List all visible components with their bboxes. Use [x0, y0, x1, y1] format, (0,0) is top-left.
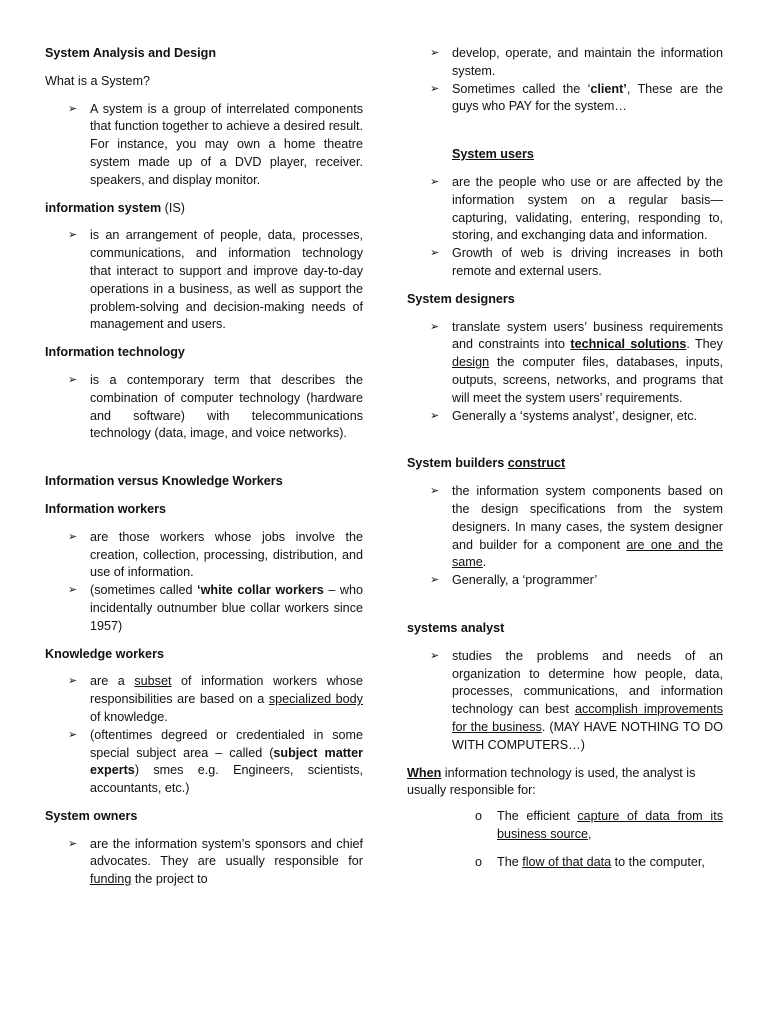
information-system-list	[45, 227, 363, 334]
list-item-continued: ➢ develop, operate, and maintain the information system.	[452, 45, 723, 81]
list-item: ➢ is a contemporary term that describes the combination of computer technology (hardware and software) with telecommunications technology (data, image, and voice networks).	[90, 372, 363, 443]
list-item: ➢ (oftentimes degreed or credentialed in some special subject area – called (subject matter experts) smes e.g. Engineers, scientists, accountants, etc.)	[90, 727, 363, 798]
list-item: ➢ are the information system’s sponsors and chief advocates. They are usually responsible for funding the project to	[90, 836, 363, 889]
list-item: ➢ studies the problems and needs of an organization to determine how people, data, processes, communications, and information technology can best accomplish improvements for the business. (MAY HAVE NOTHING TO DO WITH COMPUTERS…)	[452, 648, 723, 755]
what-is-system-question: What is a System?	[45, 73, 150, 88]
knowledge-workers-list	[45, 673, 363, 798]
information-technology-heading: Information technology	[45, 345, 185, 360]
list-item: ➢ Growth of web is driving increases in both remote and external users.	[452, 245, 723, 281]
list-item: o The efficient capture of data from its business source,	[497, 808, 723, 844]
information-workers-list	[45, 529, 363, 636]
system-users-heading: System users	[452, 147, 534, 162]
system-owners-heading: System owners	[45, 808, 138, 823]
list-item: ➢ (sometimes called ‘white collar workers – who incidentally outnumber blue collar workers since 1957)	[90, 582, 363, 635]
information-workers-heading: Information workers	[45, 501, 167, 516]
information-system-heading: information system (IS)	[45, 200, 185, 215]
system-owners-list-continued	[407, 45, 723, 116]
list-item: ➢ translate system users’ business requirements and constraints into technical solutions. They design the computer files, databases, inputs, outputs, screens, networks, and programs that will meet the system users’ requirements.	[452, 319, 723, 408]
knowledge-workers-heading: Knowledge workers	[45, 646, 164, 661]
system-builders-list	[407, 483, 723, 590]
systems-analyst-heading: systems analyst	[407, 620, 505, 635]
right-column	[407, 45, 723, 881]
system-builders-heading: System builders construct	[407, 456, 566, 471]
systems-analyst-list	[407, 648, 723, 755]
list-item: ➢ Generally a ‘systems analyst’, designer, etc.	[452, 408, 723, 426]
doc-title: System Analysis and Design	[45, 46, 217, 60]
list-item: ➢ A system is a group of interrelated components that function together to achieve a desired result. For instance, you may own a home theatre system made up of a DVD player, receiver. speakers, and display monitor.	[90, 101, 363, 190]
list-item: o The flow of that data to the computer,	[497, 854, 723, 872]
when-paragraph: When information technology is used, the analyst is usually responsible for:	[407, 765, 696, 798]
system-designers-list	[407, 319, 723, 426]
system-designers-heading: System designers	[407, 291, 515, 306]
list-item: ➢ the information system components based on the design specifications from the system designers. In many cases, the system designer and builder for a component are one and the same.	[452, 483, 723, 572]
list-item: ➢ Generally, a ‘programmer’	[452, 572, 723, 590]
list-item: ➢ are the people who use or are affected by the information system on a regular basis—capturing, validating, entering, responding to, storing, and exchanging data and information.	[452, 174, 723, 245]
system-users-list	[407, 174, 723, 281]
list-item: ➢ is an arrangement of people, data, processes, communications, and information technology that interact to support and improve day-to-day operations in a business, as well as support the problem-solving and decision-making needs of management and users.	[90, 227, 363, 334]
list-item: ➢ are those workers whose jobs involve the creation, collection, processing, distribution, and use of information.	[90, 529, 363, 582]
analyst-responsibilities-list	[407, 808, 723, 871]
system-definition-list	[45, 101, 363, 190]
info-vs-knowledge-heading: Information versus Knowledge Workers	[45, 474, 283, 489]
list-item: ➢ Sometimes called the ‘client’, These are the guys who PAY for the system…	[452, 81, 723, 117]
list-item: ➢ are a subset of information workers whose responsibilities are based on a specialized body of knowledge.	[90, 673, 363, 726]
system-owners-list	[45, 836, 363, 889]
left-column	[45, 45, 363, 899]
information-technology-list	[45, 372, 363, 443]
